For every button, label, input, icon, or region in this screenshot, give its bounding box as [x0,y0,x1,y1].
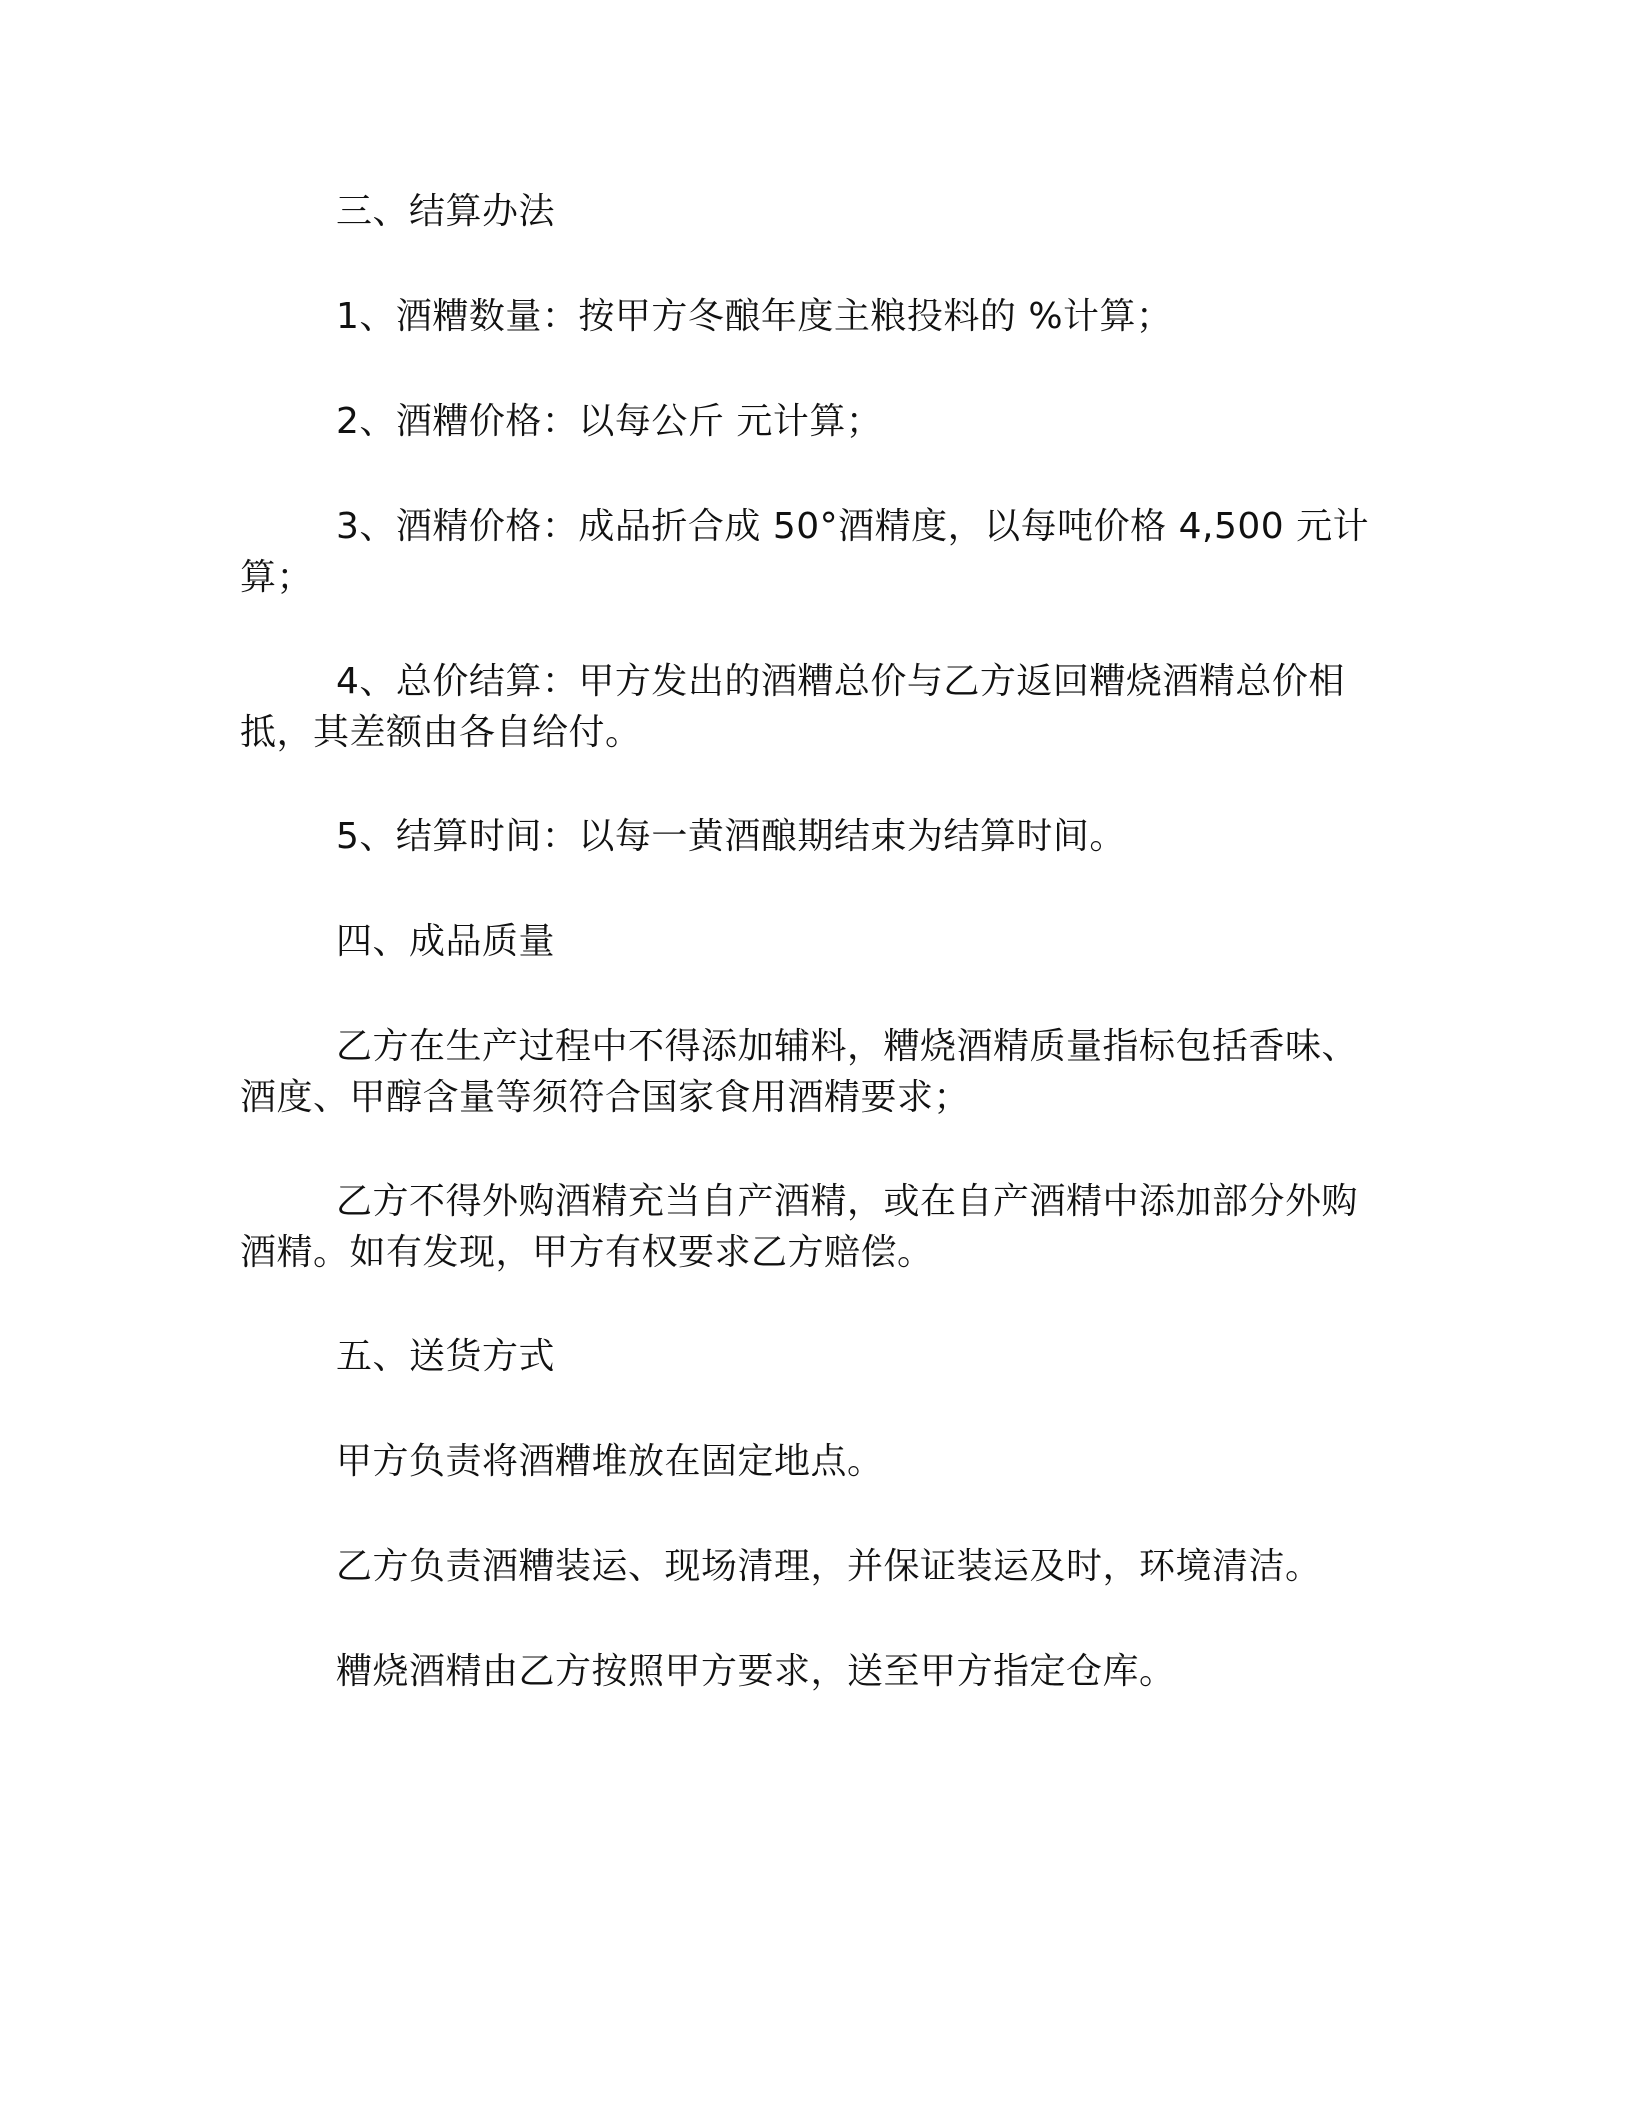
section-heading-delivery: 五、送货方式 [336,1336,556,1377]
clause-alcohol-delivery: 糟烧酒精由乙方按照甲方要求，送至甲方指定仓库。 [336,1651,1176,1692]
clause-no-additives: 乙方在生产过程中不得添加辅料，糟烧酒精质量指标包括香味、酒度、甲醇含量等须符合国家食用酒精要求； [240,1026,1359,1118]
clause-alcohol-price: 3、酒精价格：成品折合成 50°酒精度，以每吨价格 4,500 元计算； [240,506,1370,598]
clause-dregs-storage: 甲方负责将酒糟堆放在固定地点。 [336,1441,884,1482]
clause-settlement-time: 5、结算时间：以每一黄酒酿期结束为结算时间。 [336,816,1126,857]
section-heading-settlement: 三、结算办法 [336,191,556,232]
clause-dregs-price: 2、酒糟价格：以每公斤 元计算； [336,401,883,442]
clause-no-purchased-alcohol: 乙方不得外购酒精充当自产酒精，或在自产酒精中添加部分外购酒精。如有发现，甲方有权要求乙方赔偿。 [240,1181,1359,1273]
section-heading-quality: 四、成品质量 [336,921,556,962]
clause-total-settlement: 4、总价结算：甲方发出的酒糟总价与乙方返回糟烧酒精总价相抵，其差额由各自给付。 [240,661,1345,753]
clause-dregs-quantity: 1、酒糟数量：按甲方冬酿年度主粮投料的 %计算； [336,296,1173,337]
document-body [240,186,1376,1751]
clause-loading-cleaning: 乙方负责酒糟装运、现场清理，并保证装运及时，环境清洁。 [336,1546,1322,1587]
